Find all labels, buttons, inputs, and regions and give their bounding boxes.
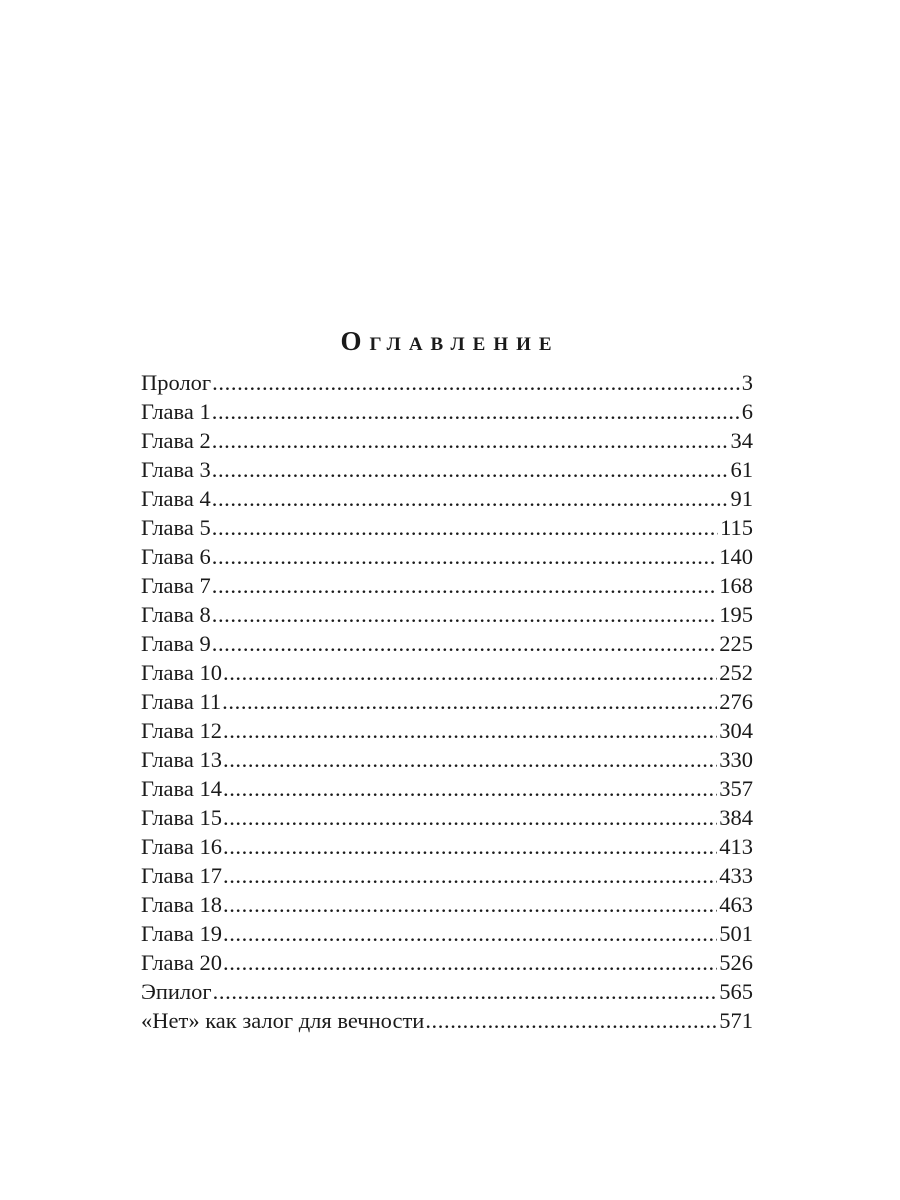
toc-title: Оглавление <box>340 326 560 357</box>
toc-dot-leader <box>425 1006 717 1035</box>
toc-dot-leader <box>212 455 729 484</box>
toc-entry <box>141 716 753 745</box>
toc-dot-leader <box>212 397 740 426</box>
toc-entry-label: Глава 10 <box>141 660 222 685</box>
toc-entry-page: 276 <box>719 689 753 714</box>
toc-dot-leader <box>212 513 718 542</box>
toc-entry <box>141 658 753 687</box>
toc-entry-label: Глава 13 <box>141 747 222 772</box>
toc-dot-leader <box>212 629 718 658</box>
toc-dot-leader <box>223 832 717 861</box>
toc-entry-label: Глава 2 <box>141 428 211 453</box>
toc-entry-label: Глава 11 <box>141 689 222 714</box>
toc-entry-label: Глава 16 <box>141 834 222 859</box>
toc-entry <box>141 890 753 919</box>
toc-entry-label: Глава 5 <box>141 515 211 540</box>
toc-dot-leader <box>223 919 717 948</box>
toc-dot-leader <box>223 745 717 774</box>
toc-entry-label: «Нет» как залог для вечности <box>141 1008 425 1033</box>
toc-entry-label: Глава 3 <box>141 457 211 482</box>
toc-entry-label: Глава 7 <box>141 573 211 598</box>
toc-entry-label: Глава 19 <box>141 921 222 946</box>
toc-entry <box>141 571 753 600</box>
toc-dot-leader <box>212 368 740 397</box>
toc-entry-page: 384 <box>719 805 753 830</box>
toc-entry-page: 330 <box>719 747 753 772</box>
toc-entry <box>141 745 753 774</box>
toc-entry-page: 225 <box>719 631 753 656</box>
toc-entry <box>141 629 753 658</box>
toc-entry-label: Глава 1 <box>141 399 211 424</box>
toc-entry-label: Глава 20 <box>141 950 222 975</box>
toc-dot-leader <box>223 658 717 687</box>
toc-entry-page: 61 <box>730 457 753 482</box>
toc-entry <box>141 687 753 716</box>
toc-entry-page: 304 <box>719 718 753 743</box>
toc-entry <box>141 455 753 484</box>
toc-entry <box>141 1006 753 1035</box>
toc-dot-leader <box>213 977 718 1006</box>
toc-entry-label: Пролог <box>141 370 212 395</box>
toc-entry <box>141 542 753 571</box>
toc-dot-leader <box>212 426 729 455</box>
toc-entry-page: 433 <box>719 863 753 888</box>
toc-entry-page: 6 <box>741 399 753 424</box>
toc-dot-leader <box>223 716 717 745</box>
toc-entry-page: 565 <box>719 979 753 1004</box>
toc-entry-label: Глава 17 <box>141 863 222 888</box>
toc-entry <box>141 861 753 890</box>
toc-entry-label: Эпилог <box>141 979 212 1004</box>
toc-entry <box>141 513 753 542</box>
toc-entry-label: Глава 6 <box>141 544 211 569</box>
toc-dot-leader <box>212 542 718 571</box>
toc-entry-page: 34 <box>730 428 753 453</box>
toc-dot-leader <box>222 687 717 716</box>
toc-entry <box>141 600 753 629</box>
toc-entry-page: 168 <box>719 573 753 598</box>
toc-entry <box>141 368 753 397</box>
toc-entry <box>141 774 753 803</box>
toc-entry-page: 357 <box>719 776 753 801</box>
toc-list <box>141 368 753 1035</box>
toc-entry-label: Глава 14 <box>141 776 222 801</box>
toc-entry <box>141 484 753 513</box>
toc-dot-leader <box>223 861 717 890</box>
toc-entry-label: Глава 4 <box>141 486 211 511</box>
toc-entry-label: Глава 18 <box>141 892 222 917</box>
toc-entry-page: 3 <box>741 370 753 395</box>
toc-dot-leader <box>212 600 718 629</box>
toc-dot-leader <box>223 948 717 977</box>
toc-entry <box>141 919 753 948</box>
toc-entry-label: Глава 9 <box>141 631 211 656</box>
toc-dot-leader <box>212 571 718 600</box>
toc-entry-label: Глава 12 <box>141 718 222 743</box>
toc-entry <box>141 977 753 1006</box>
toc-entry-page: 526 <box>719 950 753 975</box>
toc-entry-page: 413 <box>719 834 753 859</box>
toc-entry-label: Глава 15 <box>141 805 222 830</box>
toc-entry-page: 501 <box>719 921 753 946</box>
toc-entry-label: Глава 8 <box>141 602 211 627</box>
toc-entry <box>141 948 753 977</box>
toc-entry-page: 463 <box>719 892 753 917</box>
toc-entry-page: 252 <box>719 660 753 685</box>
toc-dot-leader <box>223 803 717 832</box>
toc-entry <box>141 832 753 861</box>
toc-entry-page: 91 <box>730 486 753 511</box>
toc-dot-leader <box>212 484 729 513</box>
toc-dot-leader <box>223 774 717 803</box>
toc-entry-page: 571 <box>719 1008 753 1033</box>
toc-entry-page: 140 <box>719 544 753 569</box>
toc-entry-page: 195 <box>719 602 753 627</box>
toc-entry <box>141 803 753 832</box>
toc-entry <box>141 426 753 455</box>
toc-dot-leader <box>223 890 717 919</box>
toc-entry <box>141 397 753 426</box>
toc-entry-page: 115 <box>720 515 753 540</box>
